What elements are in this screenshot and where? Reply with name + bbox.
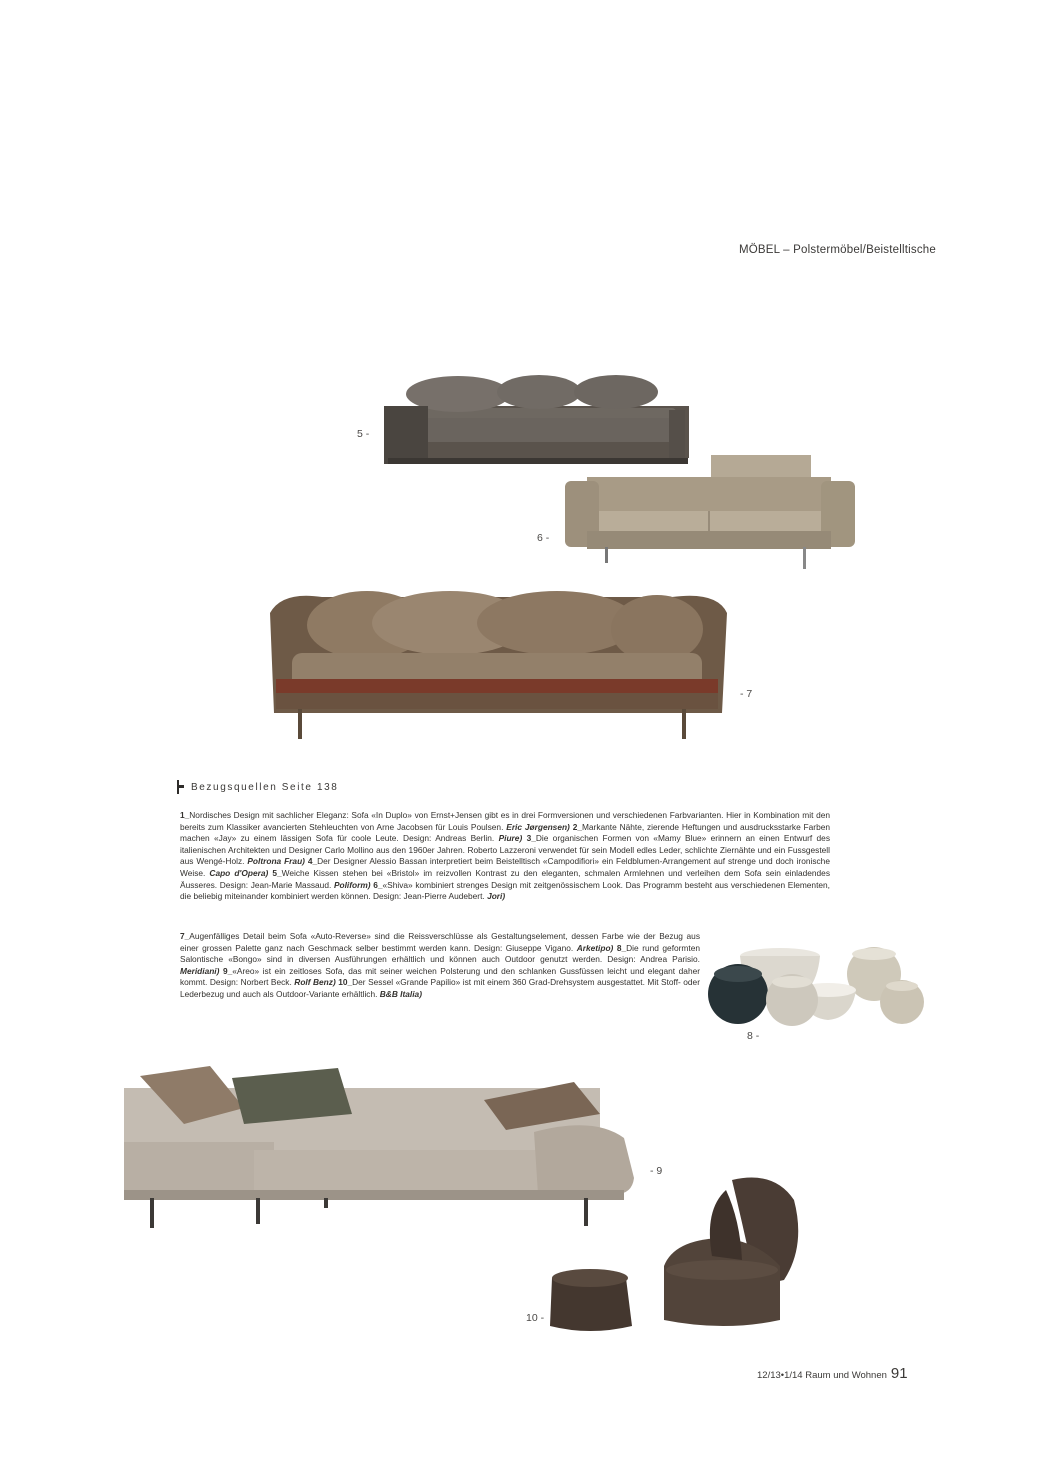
pointer-icon [175, 780, 185, 794]
sources-heading-text: Bezugsquellen Seite 138 [191, 781, 339, 793]
item-8-number: 8_ [616, 942, 627, 953]
figure-7-label: - 7 [740, 688, 753, 700]
item-2-brand: Piure) [498, 833, 523, 844]
figure-8-label: 8 - [747, 1030, 760, 1042]
page-number: 91 [890, 1365, 908, 1382]
item-1-brand: Eric Jørgensen) [506, 821, 570, 832]
item-5-number: 5_ [272, 867, 282, 878]
figure-6-label: 6 - [537, 532, 550, 544]
item-6-text: «Shiva» kombiniert strenges Design mit zeitgenössischem Look. Das Programm besteht aus verschiedenen Elementen, die beliebig miteinander kombiniert werden können. Design: Jean-Pierre Audebert. [180, 879, 830, 902]
issue-info: 12/13•1/14 Raum und Wohnen [757, 1370, 887, 1381]
item-5-text: Weiche Kissen stehen bei «Bristol» im reizvollen Kontrast zu den eleganten, schmalen Armlehnen und verleihen dem Sofa sein einladendes Äusseres. Design: Jean-Marie Massaud. [180, 867, 830, 890]
item-1-text: Nordisches Design mit sachlicher Eleganz: Sofa «In Duplo» von Ernst+Jensen gibt es in drei Formversionen und verschiedenen Farbvarianten. Hier in Kombination mit den bereits zum Klassiker avancierten Stehleuchten von Arne Jacobsen für Louis Poulsen. [180, 810, 830, 832]
item-6-brand: Jori) [487, 891, 506, 902]
item-8-brand: Meridiani) [180, 965, 220, 976]
sofa-7-image [262, 583, 732, 743]
armchair-10-image [544, 1170, 804, 1340]
item-7-text: Augenfälliges Detail beim Sofa «Auto-Reverse» sind die Reissverschlüsse als Gestaltungselement, dessen Farbe wie der Bezug aus einer grossen Palette ganz nach Geschmack selber bestimmt werden kann. Design: Giuseppe Vigano. [180, 931, 700, 953]
item-10-number: 10_ [338, 977, 353, 988]
page-footer [757, 1365, 908, 1382]
figure-10-label: 10 - [526, 1312, 545, 1324]
sofa-6-image [563, 455, 855, 573]
item-2-text: Markante Nähte, zierende Heftungen und ausdrucksstarke Farben machen «Jay» zu einem lässigen Sofa für coole Leute. Design: Andreas Berlin. [180, 821, 830, 844]
item-5-brand: Poliform) [333, 879, 371, 890]
item-2-number: 2_ [572, 821, 582, 832]
item-3-text: Die organischen Formen von «Mamy Blue» erinnern an einen Entwurf des italienischen Architekten und Designer Carlo Mollino aus den 1960er Jahren. Roberto Lazzeroni verwendet für sein Modell edles Leder, schlichte Ziernähte und ein Fussgestell aus Wengé-Holz. [180, 833, 830, 867]
article-text-bottom [180, 931, 700, 1001]
item-8-text: Die rund geformten Salontische «Bongo» sind in diversen Ausführungen erhältlich und können auch Outdoor genutzt werden. Design: Andrea Parisio. [180, 942, 700, 965]
item-1-number: 1_ [180, 810, 190, 820]
item-3-brand: Poltrona Frau) [247, 856, 305, 867]
header-separator: – [779, 244, 794, 256]
item-7-brand: Arketipo) [576, 942, 614, 953]
item-10-brand: B&B Italia) [379, 988, 422, 999]
item-10-text: Der Sessel «Grande Papilio» ist mit einem 360 Grad-Drehsystem ausgestattet. Mit Stoff- oder Lederbezug und auch als Outdoor-Variante erhältlich. [180, 977, 700, 999]
item-4-text: Der Designer Alessio Bassan interpretiert beim Beistelltisch «Campodifiori» ein Feldblumen-Arrangement auf strenge und doch ironische Weise. [180, 856, 830, 878]
article-text-top [180, 810, 830, 903]
item-4-brand: Capo d'Opera) [209, 867, 269, 878]
figure-5-label: 5 - [357, 428, 370, 440]
section-header [739, 244, 936, 256]
item-9-brand: Rolf Benz) [294, 977, 336, 988]
item-7-number: 7_ [180, 931, 190, 941]
item-9-number: 9_ [222, 965, 233, 976]
item-4-number: 4_ [307, 856, 318, 867]
figure-9-label: - 9 [650, 1165, 663, 1177]
item-9-text: «Areo» ist ein zeitloses Sofa, das mit seiner weichen Polsterung und den schlanken Gussfüssen leicht und elegant daher kommt. Design: Norbert Beck. [180, 965, 701, 988]
side-tables-8-image [704, 944, 932, 1026]
section-subtitle: Polstermöbel/Beistelltische [793, 244, 936, 256]
section-title: MÖBEL [738, 244, 780, 256]
item-6-number: 6_ [373, 879, 383, 890]
sources-heading [175, 780, 338, 794]
item-3-number: 3_ [526, 833, 536, 844]
